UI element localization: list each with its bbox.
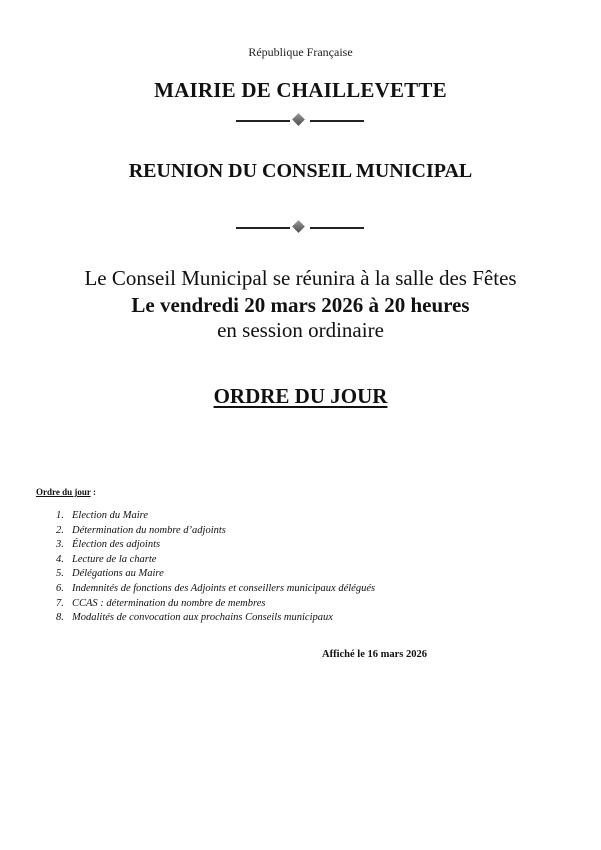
agenda-item-number: 6.	[56, 582, 64, 594]
diamond-icon	[292, 113, 305, 126]
agenda-item-text: Indemnités de fonctions des Adjoints et conseillers municipaux délégués	[72, 582, 376, 594]
rule-left	[236, 120, 290, 122]
diamond-rule-ornament-icon	[236, 221, 364, 235]
agenda-label	[36, 487, 96, 497]
agenda-item	[56, 582, 375, 597]
mairie-title: MAIRIE DE CHAILLEVETTE	[154, 78, 447, 102]
agenda-heading: ORDRE DU JOUR	[213, 384, 388, 408]
agenda-item-text: Election du Maire	[72, 510, 149, 521]
convocation-date: Le vendredi 20 mars 2026 à 20 heures	[131, 293, 470, 317]
agenda-item-number: 7.	[56, 597, 64, 609]
agenda-item-text: Élection des adjoints	[72, 539, 161, 551]
rule-left	[236, 227, 290, 229]
rule-right	[310, 227, 364, 229]
agenda-item-text: Détermination du nombre d’adjoints	[72, 524, 226, 536]
meeting-title: REUNION DU CONSEIL MUNICIPAL	[128, 160, 473, 182]
agenda-item-text: Délégations au Maire	[72, 568, 164, 580]
agenda-list	[56, 509, 375, 626]
rule-right	[310, 120, 364, 122]
convocation-session: en session ordinaire	[217, 318, 384, 342]
agenda-item	[56, 538, 375, 553]
agenda-item	[56, 567, 375, 582]
agenda-item	[56, 524, 375, 539]
agenda-item-number: 5.	[56, 568, 64, 580]
agenda-item-text: CCAS : détermination du nombre de membres	[72, 597, 266, 609]
convocation-location: Le Conseil Municipal se réunira à la salle des Fêtes	[84, 266, 517, 290]
agenda-item-text: Lecture de la charte	[72, 553, 157, 565]
republique-francaise: République Française	[248, 45, 353, 59]
agenda-item	[56, 509, 375, 524]
agenda-item-number: 4.	[56, 553, 64, 565]
diamond-icon	[292, 220, 305, 233]
agenda-item-number: 3.	[56, 539, 64, 551]
agenda-item-number: 2.	[56, 524, 64, 536]
posted-notice: Affiché le 16 mars 2026	[322, 649, 427, 660]
agenda-item-text: Modalités de convocation aux prochains Conseils municipaux	[72, 612, 333, 624]
agenda-item	[56, 553, 375, 568]
agenda-label-text: Ordre du jour	[36, 487, 91, 497]
agenda-item	[56, 611, 375, 626]
agenda-item-number: 1.	[56, 510, 64, 521]
agenda-label-colon: :	[90, 487, 96, 497]
agenda-item	[56, 597, 375, 612]
agenda-item-number: 8.	[56, 612, 64, 624]
diamond-rule-ornament-icon	[236, 114, 364, 128]
